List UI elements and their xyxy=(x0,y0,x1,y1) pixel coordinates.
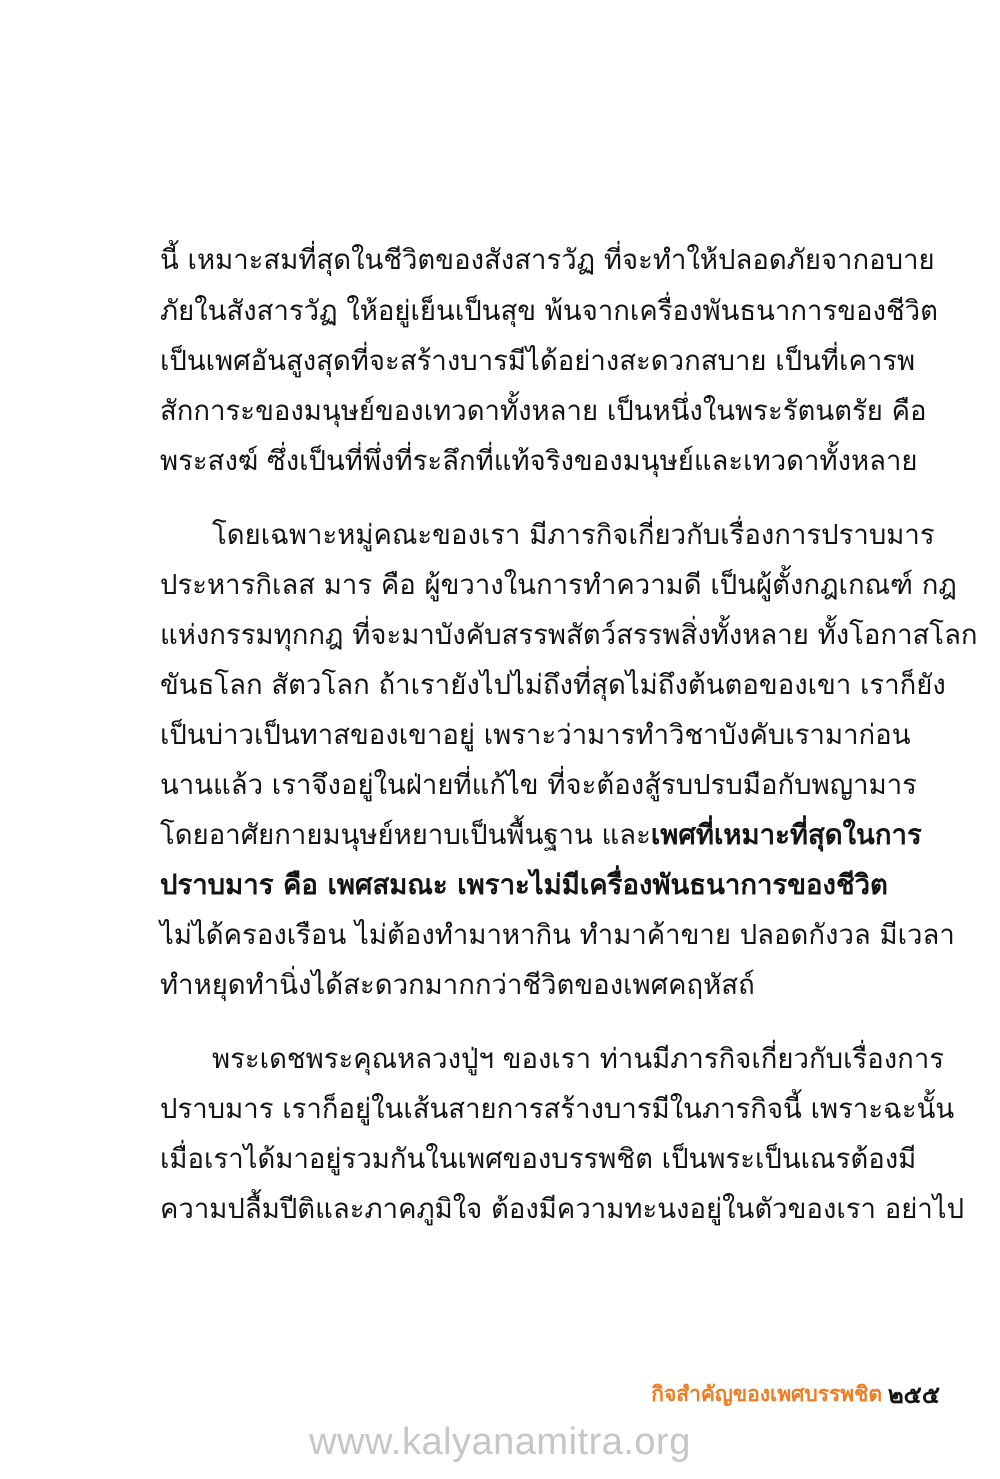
paragraph-2-line-7-plain: โดยอาศัยกายมนุษย์หยาบเป็นพื้นฐาน และ xyxy=(160,819,651,851)
paragraph-3-line-1: พระเดชพระคุณหลวงปู่ฯ ของเรา ท่านมีภารกิจเกี่ยวกับเรื่องการ xyxy=(212,1043,945,1075)
paragraph-2-line-8-bold: ปราบมาร คือ เพศสมณะ เพราะไม่มีเครื่องพันธนาการของชีวิต xyxy=(160,869,888,901)
paragraph-2-line-6: นานแล้ว เราจึงอยู่ในฝ่ายที่แก้ไข ที่จะต้องสู้รบปรบมือกับพญามาร xyxy=(160,769,917,801)
paragraph-2-line-10: ทำหยุดทำนิ่งได้สะดวกมากกว่าชีวิตของเพศคฤหัสถ์ xyxy=(160,969,755,1001)
paragraph-3-line-3: เมื่อเราได้มาอยู่รวมกันในเพศของบรรพชิต เป็นพระเป็นเณรต้องมี xyxy=(160,1143,917,1175)
paragraph-2-line-9: ไม่ได้ครองเรือน ไม่ต้องทำมาหากิน ทำมาค้าขาย ปลอดกังวล มีเวลา xyxy=(160,919,955,951)
website-watermark: www.kalyanamitra.org xyxy=(309,1421,691,1463)
paragraph-1-line-3: เป็นเพศอันสูงสุดที่จะสร้างบารมีได้อย่างสะดวกสบาย เป็นที่เคารพ xyxy=(160,345,916,377)
paragraph-2-line-2: ประหารกิเลส มาร คือ ผู้ขวางในการทำความดี เป็นผู้ตั้งกฎเกณฑ์ กฎ xyxy=(160,569,957,601)
paragraph-1-line-1: นี้ เหมาะสมที่สุดในชีวิตของสังสารวัฏ ที่จะทำให้ปลอดภัยจากอบาย xyxy=(160,244,935,276)
paragraph-2-line-7-bold: เพศที่เหมาะที่สุดในการ xyxy=(650,819,922,851)
paragraph-2-line-3: แห่งกรรมทุกกฎ ที่จะมาบังคับสรรพสัตว์สรรพสิ่งทั้งหลาย ทั้งโอกาสโลก xyxy=(160,619,978,651)
paragraph-1-line-5: พระสงฆ์ ซึ่งเป็นที่พึ่งที่ระลึกที่แท้จริงของมนุษย์และเทวดาทั้งหลาย xyxy=(160,445,918,477)
paragraph-3-line-4: ความปลื้มปีติและภาคภูมิใจ ต้องมีความทะนงอยู่ในตัวของเรา อย่าไป xyxy=(160,1193,965,1225)
chapter-title: กิจสำคัญของเพศบรรพชิต xyxy=(651,1382,882,1406)
paragraph-3-line-2: ปราบมาร เราก็อยู่ในเส้นสายการสร้างบารมีในภารกิจนี้ เพราะฉะนั้น xyxy=(160,1093,955,1125)
paragraph-2-line-5: เป็นบ่าวเป็นทาสของเขาอยู่ เพราะว่ามารทำวิชาบังคับเรามาก่อน xyxy=(160,719,911,751)
paragraph-1-line-2: ภัยในสังสารวัฏ ให้อยู่เย็นเป็นสุข พ้นจากเครื่องพันธนาการของชีวิต xyxy=(160,295,938,327)
page-number: ๒๕๕ xyxy=(887,1381,940,1409)
paragraph-2-line-4: ขันธโลก สัตวโลก ถ้าเรายังไปไม่ถึงที่สุดไม่ถึงต้นตอของเขา เราก็ยัง xyxy=(160,669,946,701)
paragraph-2-line-1: โดยเฉพาะหมู่คณะของเรา มีภารกิจเกี่ยวกับเรื่องการปราบมาร xyxy=(212,519,935,551)
paragraph-1-line-4: สักการะของมนุษย์ของเทวดาทั้งหลาย เป็นหนึ่งในพระรัตนตรัย คือ xyxy=(160,395,927,427)
paragraph-2-line-7 xyxy=(160,815,922,855)
